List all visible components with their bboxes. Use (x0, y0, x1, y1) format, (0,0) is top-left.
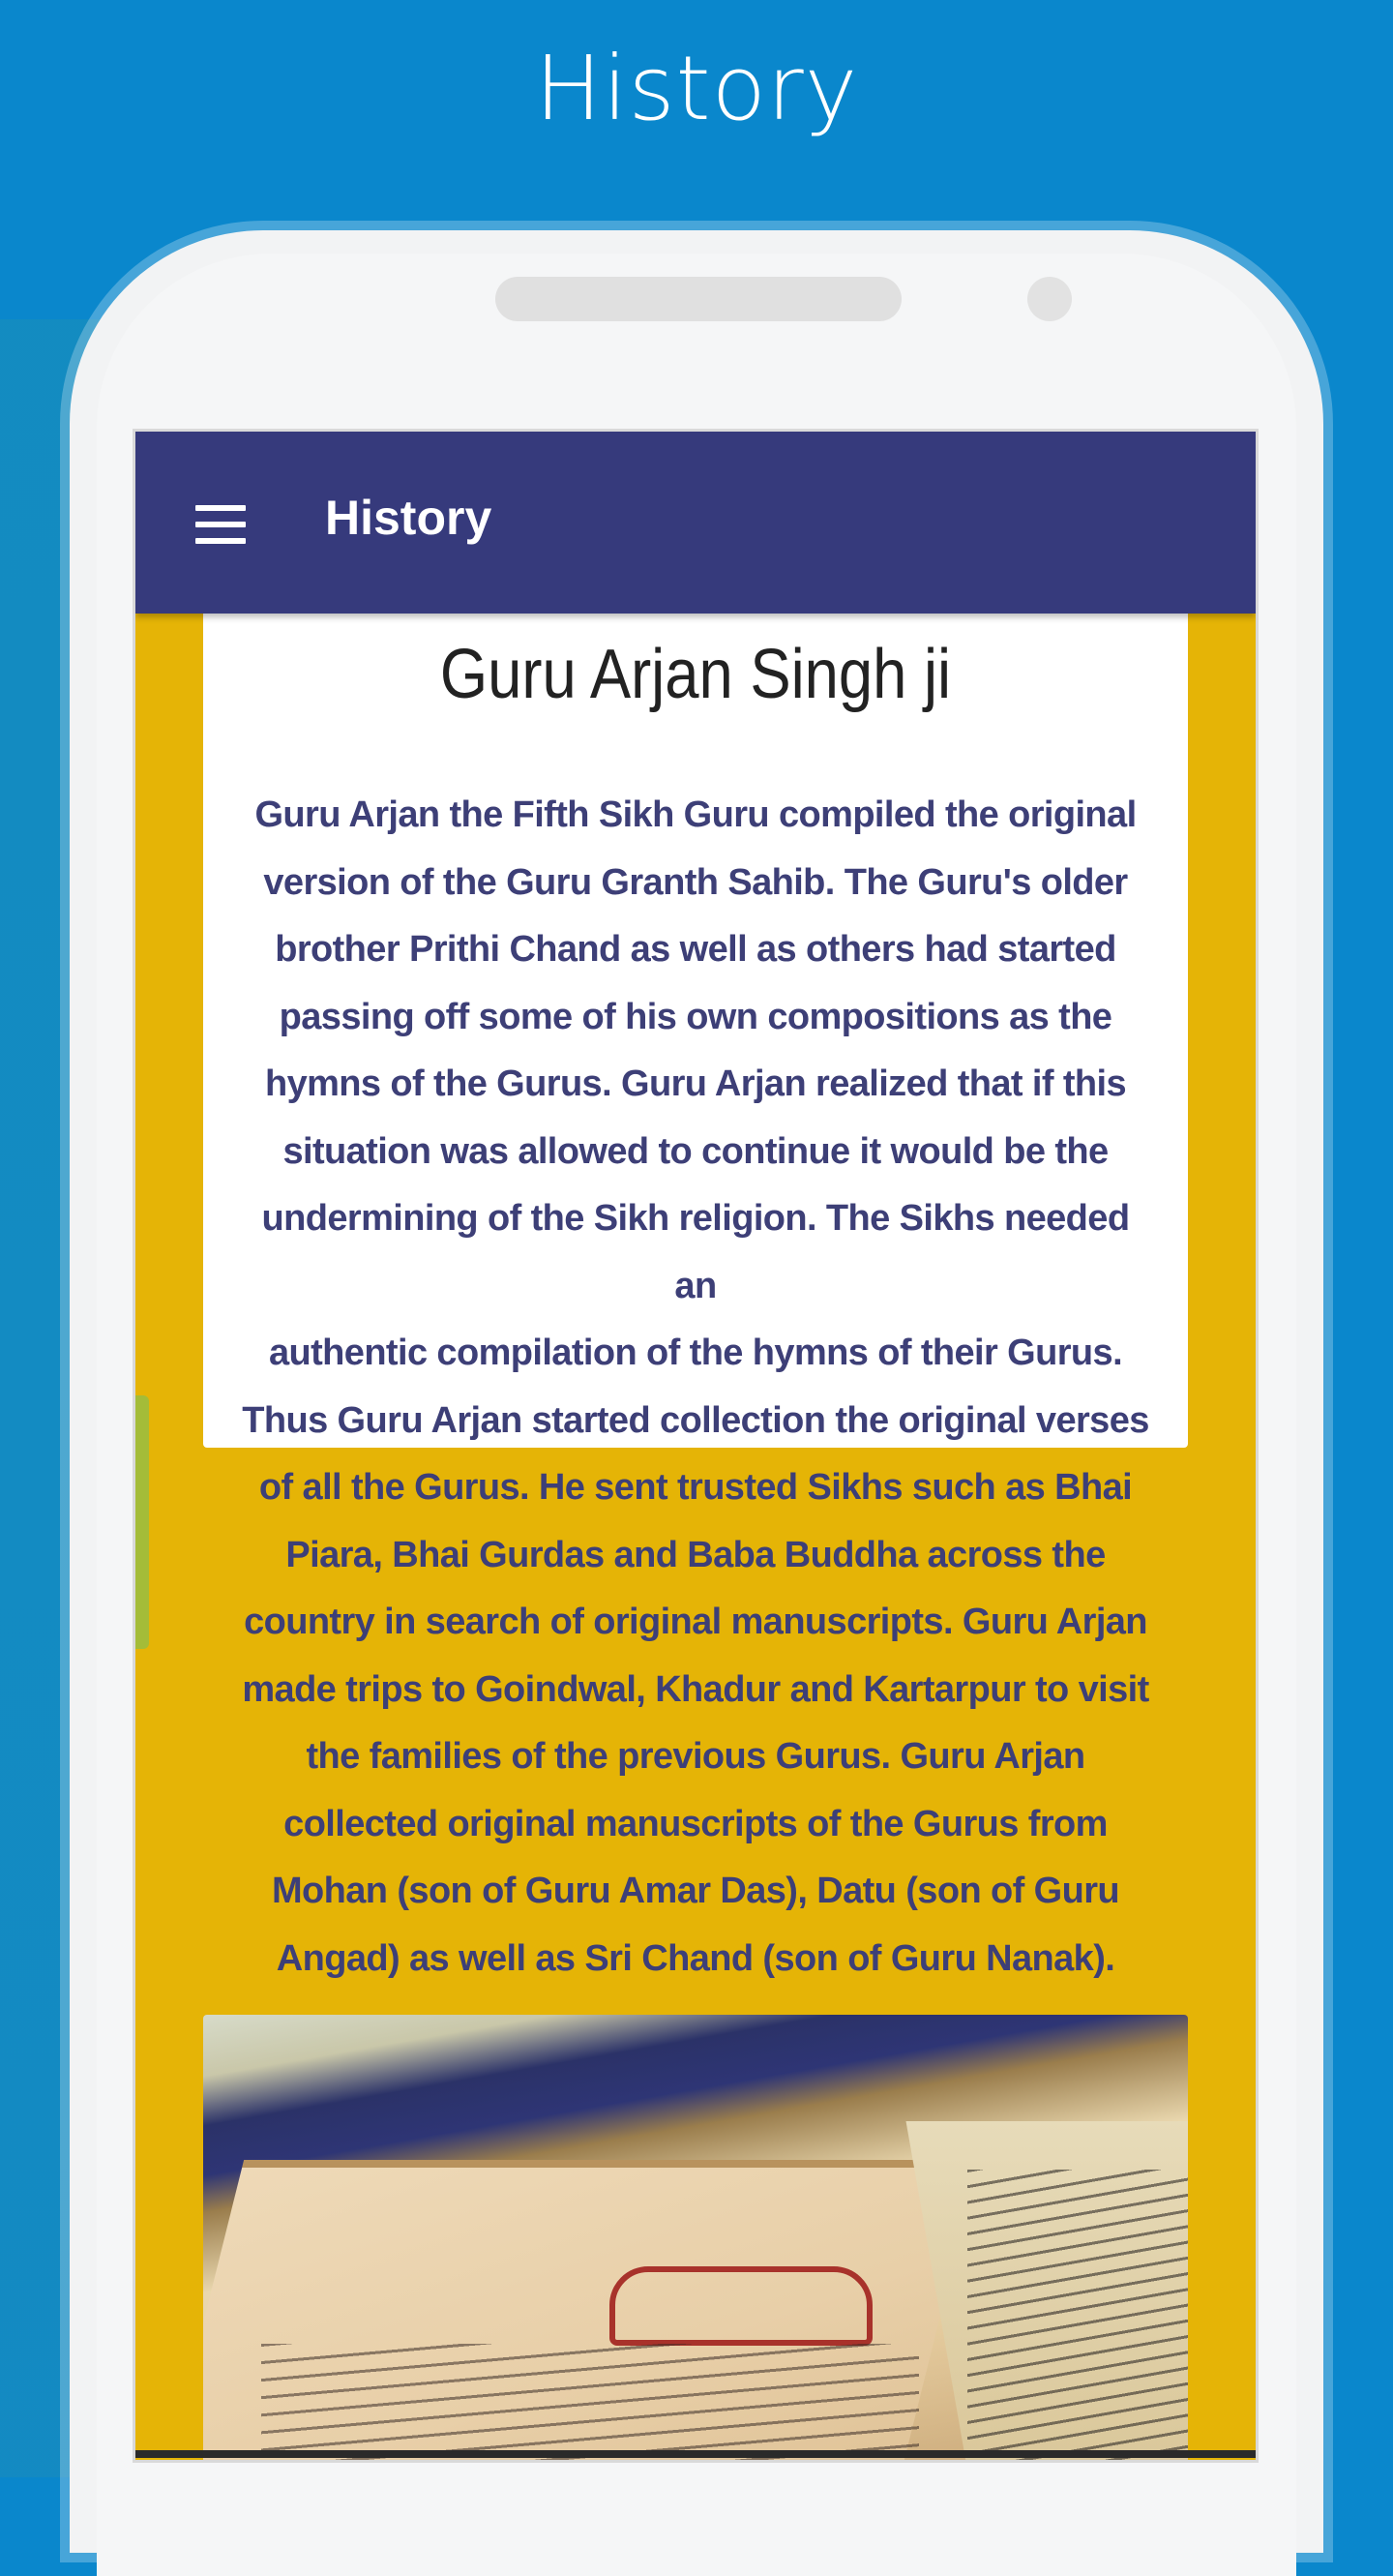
hamburger-menu-icon[interactable] (195, 505, 246, 544)
phone-camera (1027, 277, 1072, 321)
screen-bottom-edge (135, 2450, 1256, 2458)
promo-title: History (534, 37, 859, 140)
article-line: undermining of the Sikh religion. The Sikhs needed an (261, 1198, 1130, 1306)
toolbar-title: History (325, 491, 492, 545)
article-line: of all the Gurus. He sent trusted Sikhs such as Bhai (258, 1467, 1133, 1508)
article-line: the families of the previous Gurus. Guru Arjan (306, 1736, 1085, 1777)
book-text-lines (261, 2344, 919, 2460)
book-heading-ornament (609, 2266, 873, 2346)
article-line: brother Prithi Chand as well as others had started (275, 929, 1116, 970)
scripture-image (203, 2015, 1188, 2460)
article-body (238, 782, 1153, 1992)
article-line: Angad) as well as Sri Chand (son of Guru Nanak). (276, 1937, 1115, 1979)
article-line: Thus Guru Arjan started collection the original verses (242, 1399, 1149, 1441)
article-line: Mohan (son of Guru Amar Das), Datu (son of Guru (271, 1871, 1120, 1911)
article-line: authentic compilation of the hymns of their Gurus. (268, 1333, 1123, 1373)
article-line: Guru Arjan the Fifth Sikh Guru compiled the original (254, 794, 1137, 835)
article-title: Guru Arjan Singh ji (439, 636, 952, 713)
article-line: situation was allowed to continue it would be the (282, 1130, 1109, 1172)
article-line: collected original manuscripts of the Gurus from (283, 1803, 1108, 1844)
article-line: made trips to Goindwal, Khadur and Kartarpur to visit (242, 1668, 1149, 1710)
book-text-lines-right (967, 2170, 1188, 2460)
app-toolbar (135, 432, 1256, 614)
phone-speaker (495, 277, 902, 321)
article-line: Piara, Bhai Gurdas and Baba Buddha across the (285, 1534, 1106, 1575)
article-card (203, 614, 1188, 1979)
app-screen (135, 432, 1256, 2460)
article-line: passing off some of his own compositions as the (279, 996, 1112, 1037)
article-line: version of the Guru Granth Sahib. The Guru's older (263, 861, 1128, 903)
side-drawer-handle[interactable] (135, 1395, 149, 1649)
article-line: country in search of original manuscripts. Guru Arjan (244, 1602, 1147, 1642)
article-line: hymns of the Gurus. Guru Arjan realized that if this (264, 1063, 1127, 1104)
